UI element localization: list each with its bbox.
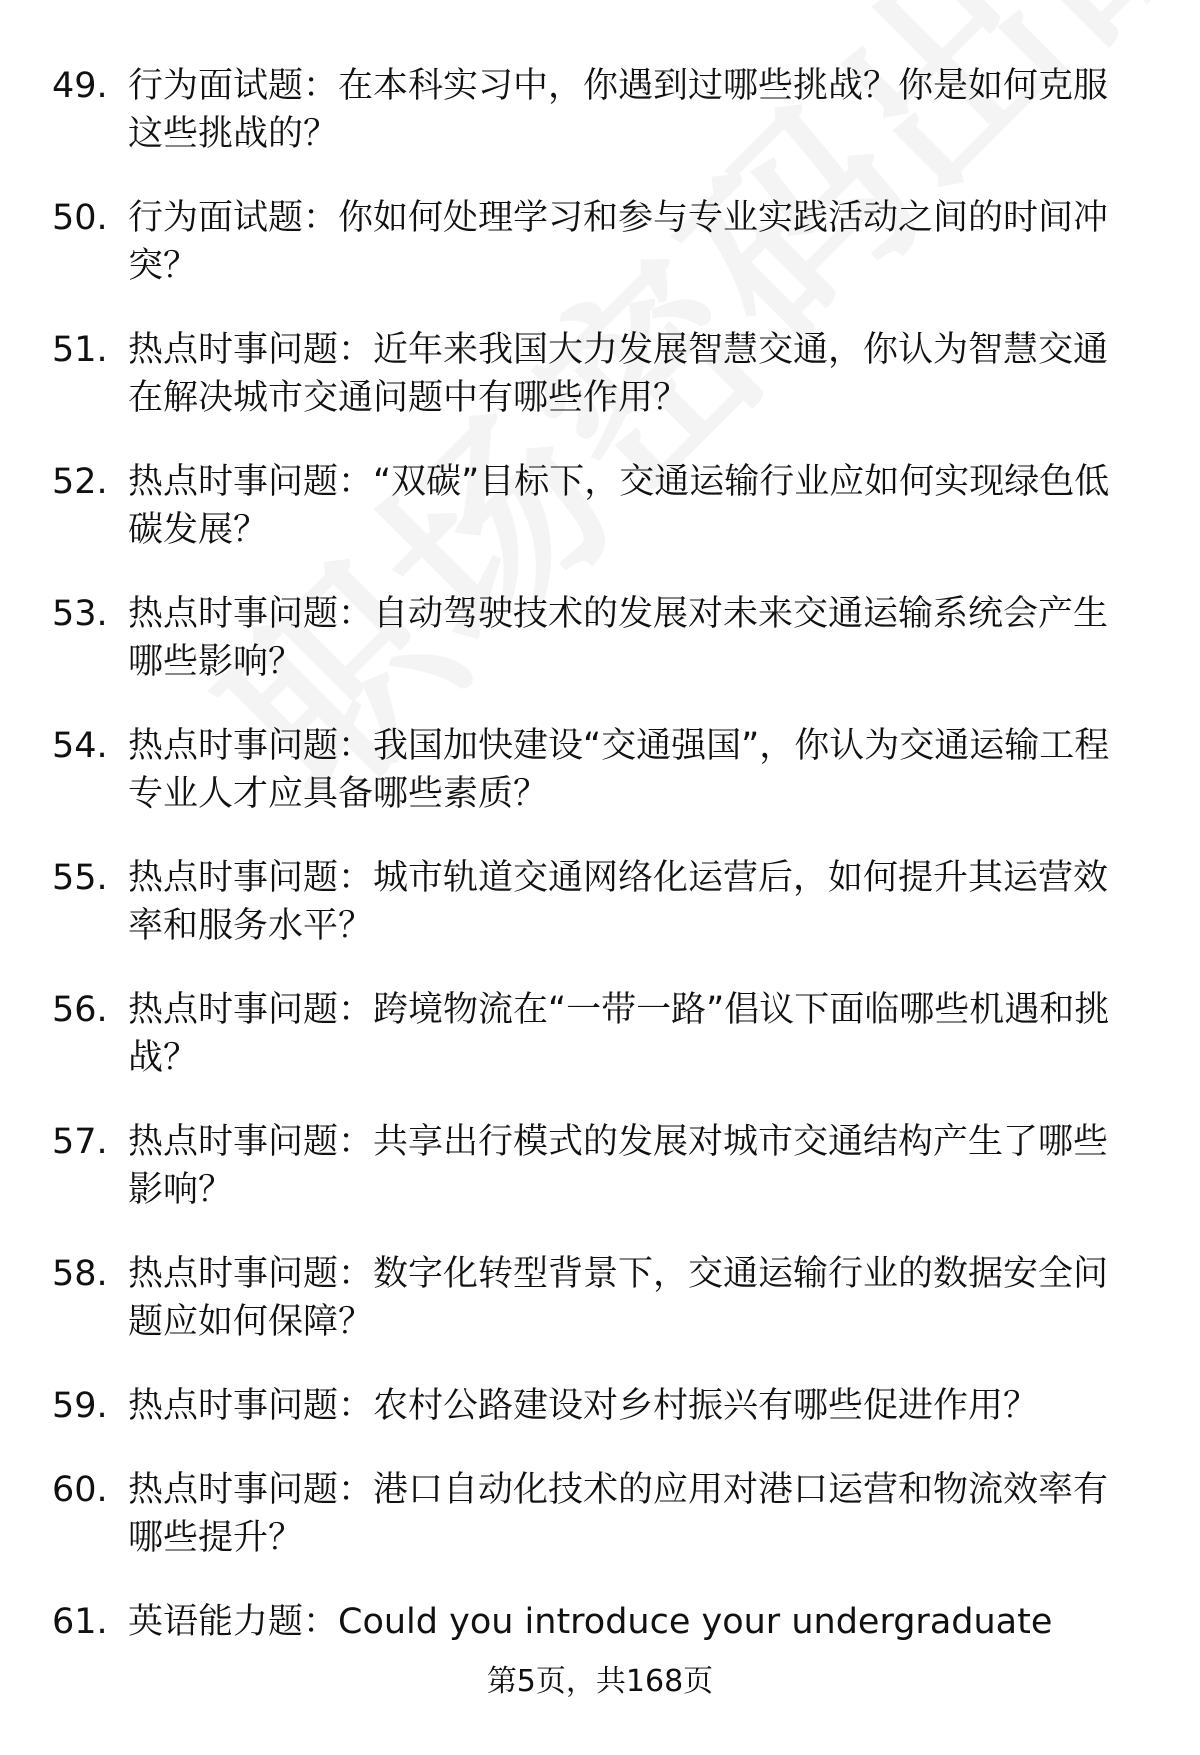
page-footer: 第5页，共168页 (486, 1664, 714, 1699)
question-item (0, 62, 1138, 158)
question-text: 热点时事问题：数字化转型背景下，交通运输行业的数据安全问题应如何保障？ (128, 1254, 1109, 1342)
question-number: 50. (52, 198, 108, 238)
question-item (0, 722, 1138, 818)
question-text: 热点时事问题：近年来我国大力发展智慧交通，你认为智慧交通在解决城市交通问题中有哪些作用？ (128, 330, 1109, 418)
question-number: 59. (52, 1386, 108, 1426)
question-item (0, 326, 1138, 422)
question-text: 热点时事问题：我国加快建设“交通强国”，你认为交通运输工程专业人才应具备哪些素质？ (128, 726, 1110, 814)
question-item (0, 1118, 1138, 1214)
question-number: 49. (52, 66, 108, 106)
question-text: 热点时事问题：共享出行模式的发展对城市交通结构产生了哪些影响？ (128, 1122, 1109, 1210)
question-item (0, 458, 1138, 554)
question-text: 热点时事问题：城市轨道交通网络化运营后，如何提升其运营效率和服务水平？ (128, 858, 1109, 946)
question-number: 61. (52, 1602, 108, 1642)
question-item (0, 194, 1138, 290)
question-text: 热点时事问题：跨境物流在“一带一路”倡议下面临哪些机遇和挑战？ (128, 990, 1110, 1078)
question-text: 英语能力题：Could you introduce your undergraduate (128, 1602, 1053, 1642)
question-text: 热点时事问题：自动驾驶技术的发展对未来交通运输系统会产生哪些影响？ (128, 594, 1109, 682)
question-item (0, 986, 1138, 1082)
question-number: 56. (52, 990, 108, 1030)
question-text: 行为面试题：在本科实习中，你遇到过哪些挑战？你是如何克服这些挑战的？ (128, 66, 1109, 154)
question-text: 行为面试题：你如何处理学习和参与专业实践活动之间的时间冲突？ (128, 198, 1109, 286)
question-text: 热点时事问题：农村公路建设对乡村振兴有哪些促进作用？ (128, 1386, 1039, 1426)
question-number: 60. (52, 1470, 108, 1510)
question-number: 58. (52, 1254, 108, 1294)
question-list (0, 62, 1200, 1646)
question-number: 51. (52, 330, 108, 370)
question-text: 热点时事问题：“双碳”目标下，交通运输行业应如何实现绿色低碳发展？ (128, 462, 1110, 550)
question-number: 52. (52, 462, 108, 502)
question-number: 53. (52, 594, 108, 634)
question-item (0, 590, 1138, 686)
question-item (0, 1382, 1138, 1430)
question-item (0, 1466, 1138, 1562)
question-number: 57. (52, 1122, 108, 1162)
question-item (0, 1598, 1138, 1646)
question-text: 热点时事问题：港口自动化技术的应用对港口运营和物流效率有哪些提升？ (128, 1470, 1109, 1558)
question-number: 54. (52, 726, 108, 766)
question-item (0, 1250, 1138, 1346)
question-item (0, 854, 1138, 950)
question-number: 55. (52, 858, 108, 898)
